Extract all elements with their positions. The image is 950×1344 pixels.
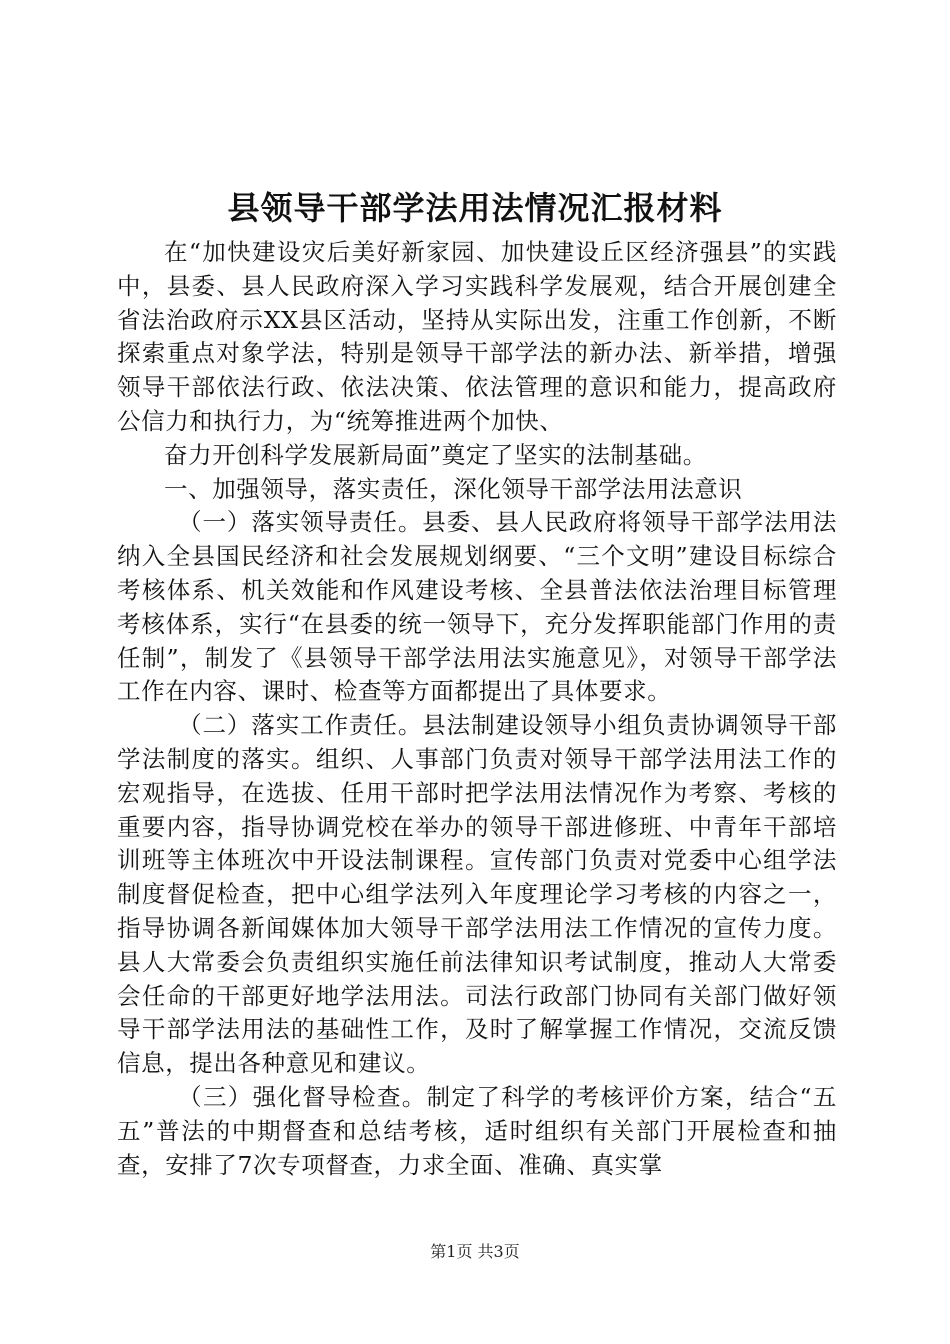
paragraph-intro: 在“加快建设灾后美好新家园、加快建设丘区经济强县”的实践中，县委、县人民政府深入学习实践科学发展观，结合开展创建全省法治政府示XX县区活动，坚持从实际出发，注重工作创新，不断探索重点对象学法，特别是领导干部学法的新办法、新举措，增强领导干部依法行政、依法决策、依法管理的意识和能力，提高政府公信力和执行力，为“统筹推进两个加快、 <box>117 238 837 435</box>
section-heading-1: 一、加强领导，落实责任，深化领导干部学法用法意识 <box>164 474 743 503</box>
paragraph-intro-continued: 奋力开创科学发展新局面”奠定了坚实的法制基础。 <box>164 440 707 469</box>
document-title: 县领导干部学法用法情况汇报材料 <box>227 189 723 227</box>
paragraph-leadership-responsibility: （一）落实领导责任。县委、县人民政府将领导干部学法用法纳入全县国民经济和社会发展规划纲要、“三个文明”建设目标综合考核体系、机关效能和作风建设考核、全县普法依法治理目标管理考核体系，实行“在县委的统一领导下，充分发挥职能部门作用的责任制”，制发了《县领导干部学法用法实施意见》，对领导干部学法工作在内容、课时、检查等方面都提出了具体要求。 <box>117 508 837 706</box>
document-body <box>117 236 837 1182</box>
paragraph-work-responsibility: （二）落实工作责任。县法制建设领导小组负责协调领导干部学法制度的落实。组织、人事部门负责对领导干部学法用法工作的宏观指导，在选拔、任用干部时把学法用法情况作为考察、考核的重要内容，指导协调党校在举办的领导干部进修班、中青年干部培训班等主体班次中开设法制课程。宣传部门负责对党委中心组学法制度督促检查，把中心组学法列入年度理论学习考核的内容之一，指导协调各新闻媒体加大领导干部学法用法工作情况的宣传力度。县人大常委会负责组织实施任前法律知识考试制度，推动人大常委会任命的干部更好地学法用法。司法行政部门协同有关部门做好领导干部学法用法的基础性工作，及时了解掌握工作情况，交流反馈信息，提出各种意见和建议。 <box>117 711 837 1078</box>
page-footer: 第1页 共3页 <box>430 1242 520 1261</box>
paragraph-supervision: （三）强化督导检查。制定了科学的考核评价方案，结合“五五”普法的中期督查和总结考核，适时组织有关部门开展检查和抽查，安排了7次专项督查，力求全面、准确、真实掌 <box>117 1082 837 1179</box>
